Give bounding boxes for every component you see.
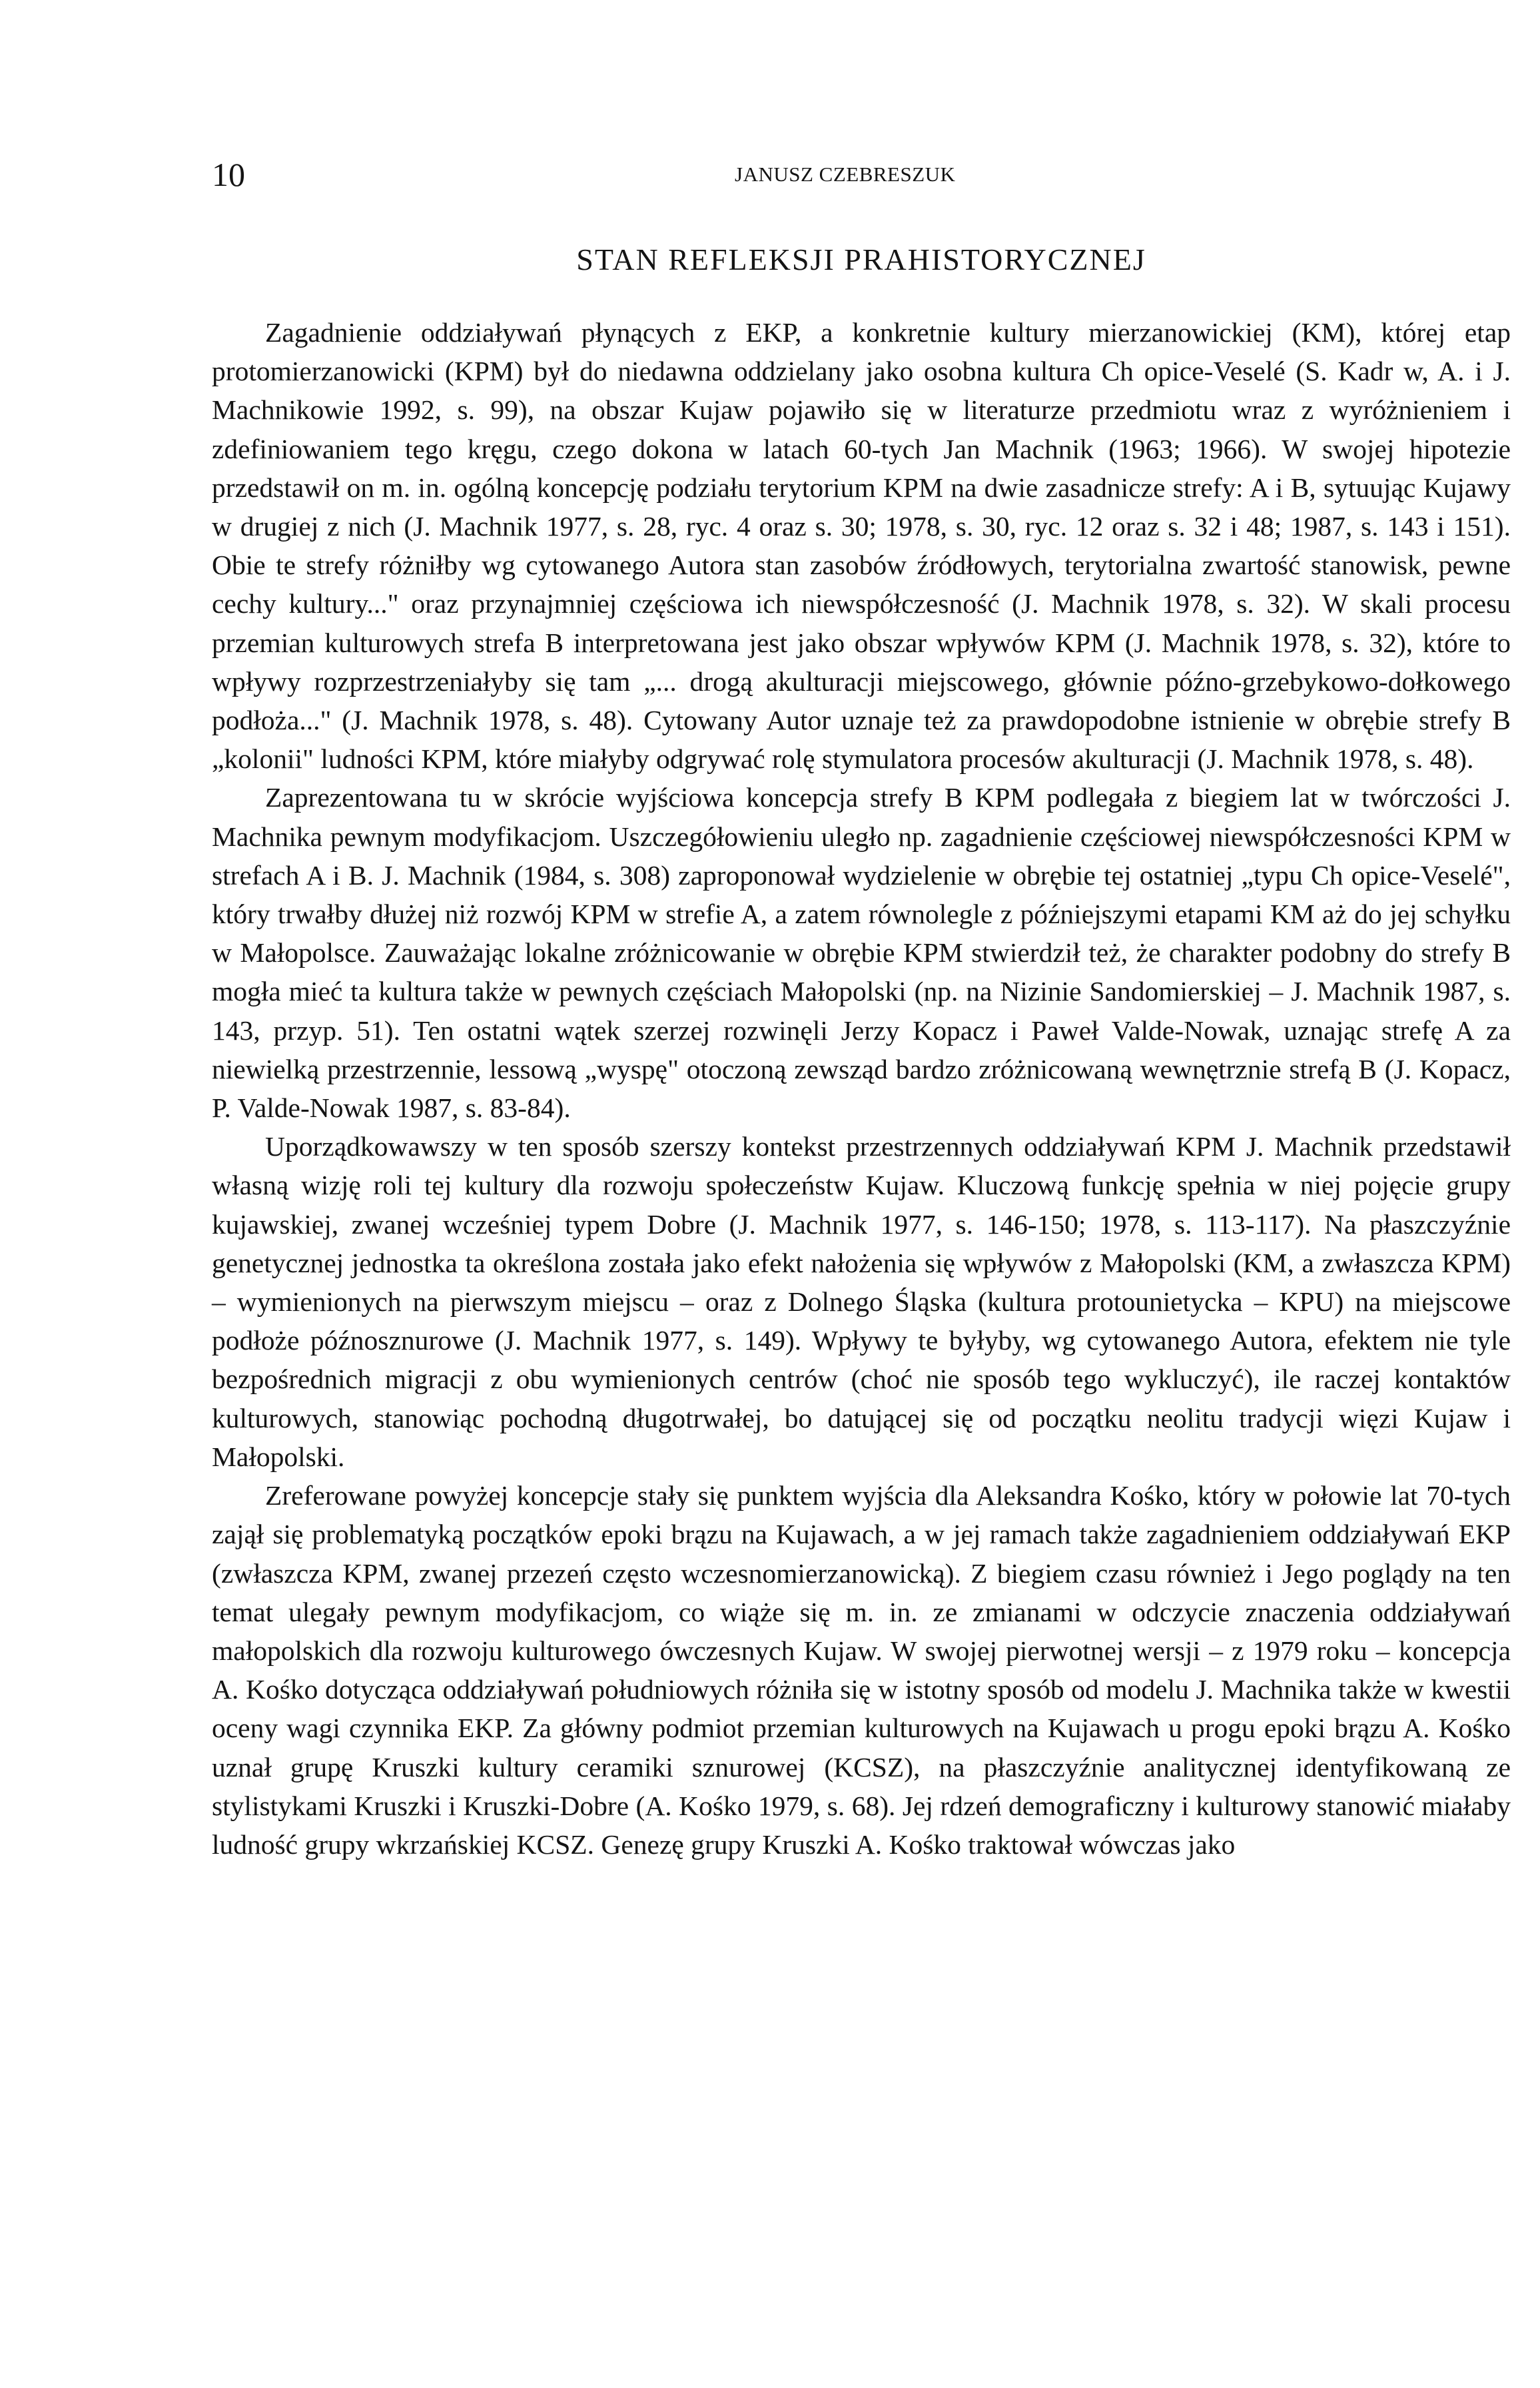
paragraph: Zreferowane powyżej koncepcje stały się punktem wyjścia dla Aleksandra Kośko, który w połowie lat 70-tych zajął się problematyką początków epoki brązu na Kujawach, a w jej ramach także zagadnieniem oddziaływań EKP (zwłaszcza KPM, zwanej przezeń często wczesnomierzanowicką). Z biegiem czasu również i Jego poglądy na ten temat ulegały pewnym modyfikacjom, co wiąże się m. in. ze zmianami w odczycie znaczenia oddziaływań małopolskich dla rozwoju kulturowego ówczesnych Kujaw. W swojej pierwotnej wersji – z 1979 roku – koncepcja A. Kośko dotycząca oddziaływań południowych różniła się w istotny sposób od modelu J. Machnika także w kwestii oceny wagi czynnika EKP. Za główny podmiot przemian kulturowych na Kujawach u progu epoki brązu A. Kośko uznał grupę Kruszki kultury ceramiki sznurowej (KCSZ), na płaszczyźnie analitycznej identyfikowaną ze stylistykami Kruszki i Kruszki-Dobre (A. Kośko 1979, s. 68). Jej rdzeń demograficzny i kulturowy stanowić miałaby ludność grupy wkrzańskiej KCSZ. Genezę grupy Kruszki A. Kośko traktował wówczas jako — [212, 1480, 1511, 1860]
running-head-author: JANUSZ CZEBRESZUK — [735, 163, 956, 186]
paragraph: Zagadnienie oddziaływań płynących z EKP, a konkretnie kultury mierzanowickiej (KM), której etap protomierzanowicki (KPM) był do niedawna oddzielany jako osobna kultura Ch opice-Veselé (S. Kadr w, A. i J. Machnikowie 1992, s. 99), na obszar Kujaw pojawiło się w literaturze przedmiotu wraz z wyróżnieniem i zdefiniowaniem tego kręgu, czego dokona w latach 60-tych Jan Machnik (1963; 1966). W swojej hipotezie przedstawił on m. in. ogólną koncepcję podziału terytorium KPM na dwie zasadnicze strefy: A i B, sytuując Kujawy w drugiej z nich (J. Machnik 1977, s. 28, ryc. 4 oraz s. 30; 1978, s. 30, ryc. 12 oraz s. 32 i 48; 1987, s. 143 i 151). Obie te strefy różniłby wg cytowanego Autora stan zasobów źródłowych, terytorialna zwartość stanowisk, pewne cechy kultury..." oraz przynajmniej częściowa ich niewspółczesność (J. Machnik 1978, s. 32). W skali procesu przemian kulturowych strefa B interpretowana jest jako obszar wpływów KPM (J. Machnik 1978, s. 32), które to wpływy rozprzestrzeniałyby się tam „... drogą akulturacji miejscowego, głównie późno-grzebykowo-dołkowego podłoża..." (J. Machnik 1978, s. 48). Cytowany Autor uznaje też za prawdopodobne istnienie w obrębie strefy B „kolonii" ludności KPM, które miałyby odgrywać rolę stymulatora procesów akulturacji (J. Machnik 1978, s. 48). — [212, 317, 1511, 775]
page-number: 10 — [212, 156, 245, 193]
body-text — [212, 313, 1511, 1864]
page-header — [212, 155, 1511, 201]
paragraph: Zaprezentowana tu w skrócie wyjściowa koncepcja strefy B KPM podlegała z biegiem lat w twórczości J. Machnika pewnym modyfikacjom. Uszczegółowieniu uległo np. zagadnienie częściowej niewspółczesności KPM w strefach A i B. J. Machnik (1984, s. 308) zaproponował wydzielenie w obrębie tej ostatniej „typu Ch opice-Veselé", który trwałby dłużej niż rozwój KPM w strefie A, a zatem równolegle z późniejszymi etapami KM aż do jej schyłku w Małopolsce. Zauważając lokalne zróżnicowanie w obrębie KPM stwierdził też, że charakter podobny do strefy B mogła mieć ta kultura także w pewnych częściach Małopolski (np. na Nizinie Sandomierskiej – J. Machnik 1987, s. 143, przyp. 51). Ten ostatni wątek szerzej rozwinęli Jerzy Kopacz i Paweł Valde-Nowak, uznając strefę A za niewielką przestrzennie, lessową „wyspę" otoczoną zewsząd bardzo zróżnicowaną wewnętrznie strefą B (J. Kopacz, P. Valde-Nowak 1987, s. 83-84). — [212, 782, 1511, 1124]
section-title: STAN REFLEKSJI PRAHISTORYCZNEJ — [576, 242, 1146, 276]
paragraph: Uporządkowawszy w ten sposób szerszy kontekst przestrzennych oddziaływań KPM J. Machnik przedstawił własną wizję roli tej kultury dla rozwoju społeczeństw Kujaw. Kluczową funkcję spełnia w niej pojęcie grupy kujawskiej, zwanej wcześniej typem Dobre (J. Machnik 1977, s. 146-150; 1978, s. 113-117). Na płaszczyźnie genetycznej jednostka ta określona została jako efekt nałożenia się wpływów z Małopolski (KM, a zwłaszcza KPM) – wymienionych na pierwszym miejscu – oraz z Dolnego Śląska (kultura protounietycka – KPU) na miejscowe podłoże późnosznurowe (J. Machnik 1977, s. 149). Wpływy te byłyby, wg cytowanego Autora, efektem nie tyle bezpośrednich migracji z obu wymienionych centrów (choć nie sposób tego wykluczyć), ile raczej kontaktów kulturowych, stanowiąc pochodną długotrwałej, bo datującej się od początku neolitu tradycji więzi Kujaw i Małopolski. — [212, 1131, 1511, 1472]
